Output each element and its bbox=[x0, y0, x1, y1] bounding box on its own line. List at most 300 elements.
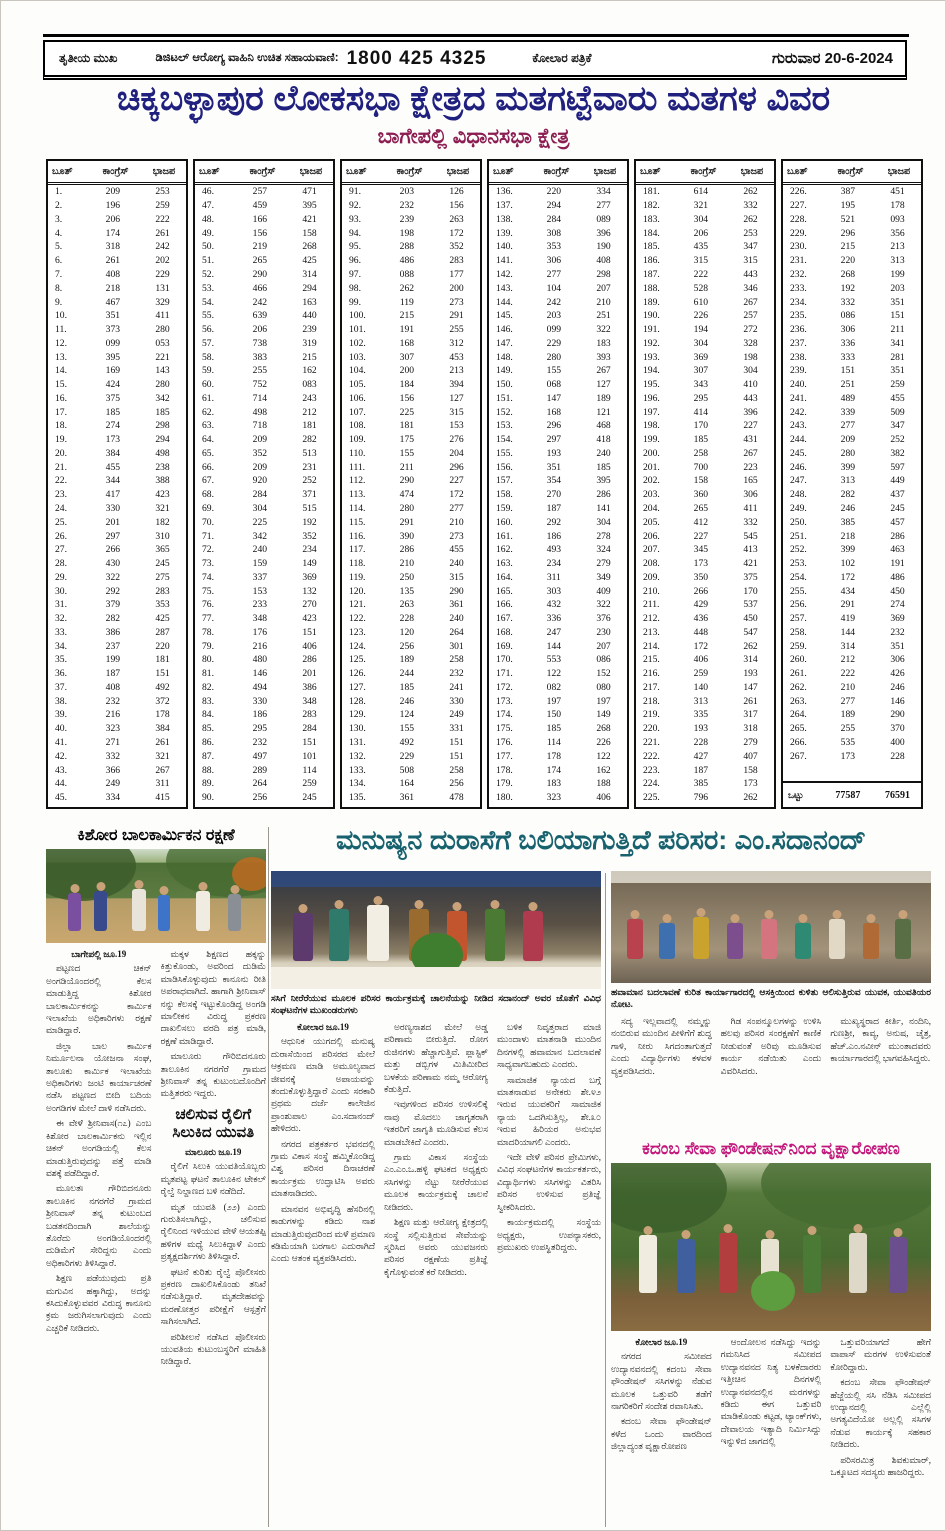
table-row: 251. 218 286 bbox=[790, 530, 905, 542]
table-row: 2. 196 259 bbox=[55, 200, 170, 212]
table-row: 253. 102 191 bbox=[790, 558, 905, 570]
table-row: 110. 155 204 bbox=[349, 447, 464, 459]
table-row: 254. 172 486 bbox=[790, 571, 905, 583]
paragraph: ಕೋಲಾರ ಜೂ.19 bbox=[635, 1337, 688, 1347]
person-figure bbox=[228, 894, 241, 931]
table-row: 211. 429 537 bbox=[643, 599, 758, 611]
table-row: 263. 277 146 bbox=[790, 695, 905, 707]
table-row: 239. 151 351 bbox=[790, 365, 905, 377]
total-label: ಒಟ್ಟು bbox=[788, 789, 804, 800]
table-row: 220. 193 318 bbox=[643, 723, 758, 735]
paragraph: ಕೋಲಾರ ಜೂ.19 bbox=[297, 1022, 349, 1032]
table-row: 48. 166 421 bbox=[202, 213, 317, 225]
edition-label: ತೃತೀಯ ಮುಖ bbox=[59, 51, 118, 65]
table-row: 39. 216 178 bbox=[55, 709, 170, 721]
paragraph: ಶಿಕ್ಷಣ ಪಡೆಯುವುದು ಪ್ರತಿ ಮಗುವಿನ ಹಕ್ಕಾಗಿದ್ದು, ಅದನ್ನು ಕಸಿದುಕೊಳ್ಳುವವರ ವಿರುದ್ಧ ಕಾನೂನು ಕ್ರಮ ಜರುಗಿಸಲಾಗುವುದು ಎಂದು ಎಚ್ಚರಿಕೆ ನೀಡಿದರು. bbox=[46, 1273, 152, 1333]
table-row: 74. 337 369 bbox=[202, 571, 317, 583]
person-figure bbox=[727, 923, 743, 959]
table-row: 199. 185 431 bbox=[643, 434, 758, 446]
table-row: 16. 375 342 bbox=[55, 392, 170, 404]
table-row: 185. 435 347 bbox=[643, 241, 758, 253]
vote-table-group-6 bbox=[781, 159, 923, 809]
table-row: 124. 256 301 bbox=[349, 640, 464, 652]
table-row: 169. 144 207 bbox=[496, 640, 611, 652]
photo-caption: ಸಸಿಗೆ ನೀರೆರೆಯುವ ಮೂಲಕ ಪರಿಸರ ಕಾರ್ಯಕ್ರಮಕ್ಕೆ ಚಾಲನೆಯನ್ನು ನೀಡಿದ ಸದಾನಂದ್ ಅವರ ಜೊತೆಗೆ ವಿವಿಧ ಸಂಘಟನೆಗಳ ಮುಖಂಡರುಗಳು bbox=[271, 993, 601, 1015]
table-row: 216. 259 193 bbox=[643, 668, 758, 680]
person-figure bbox=[889, 1237, 907, 1293]
table-row: 71. 342 352 bbox=[202, 530, 317, 542]
paragraph: ಗ್ರಾಮ ವಿಕಾಸ ಸಂಸ್ಥೆಯ ಎಂ.ಎಂ.ಒ.ಹಳ್ಳಿ ಘಟಕದ ಅಧ್ಯಕ್ಷರು ಸಸಿಗಳನ್ನು ನೆಟ್ಟು ನೀರೆರೆಯುವ ಮೂಲಕ ಕಾರ್ಯಕ್ರಮಕ್ಕೆ ಚಾಲನೆ ನೀಡಿದರು. bbox=[384, 1152, 488, 1212]
table-row: 14. 169 143 bbox=[55, 365, 170, 377]
table-row: 125. 189 258 bbox=[349, 654, 464, 666]
table-row: 230. 215 213 bbox=[790, 241, 905, 253]
person-figure bbox=[803, 1235, 821, 1293]
person-figure bbox=[68, 893, 81, 931]
table-row: 30. 292 283 bbox=[55, 585, 170, 597]
table-row: 171. 122 152 bbox=[496, 668, 611, 680]
table-row: 34. 237 220 bbox=[55, 640, 170, 652]
paragraph: ಆಧುನಿಕ ಯುಗದಲ್ಲಿ ಮನುಷ್ಯ ದುರಾಸೆಯಿಂದ ಪರಿಸರದ ಮೇಲೆ ಆಕ್ರಮಣ ಮಾಡಿ ಅಮೂಲ್ಯವಾದ ಜೀವನಕ್ಕೆ ಅಪಾಯವನ್ನು ತಂದುಕೊಳ್ಳುತ್ತಿದ್ದಾರೆ ಎಂದು ಸರಕಾರಿ ಪ್ರಥಮ ದರ್ಜೆ ಕಾಲೇಜಿನ ಪ್ರಾಂಶುಪಾಲ ಎಂ.ಸದಾನಂದ್ ಹೇಳಿದರು. bbox=[271, 1036, 375, 1134]
table-row: 135. 361 478 bbox=[349, 792, 464, 804]
issue-date: ಗುರುವಾರ 20-6-2024 bbox=[771, 50, 893, 67]
table-row: 218. 313 261 bbox=[643, 695, 758, 707]
table-row: 250. 385 457 bbox=[790, 516, 905, 528]
table-row: 162. 493 324 bbox=[496, 544, 611, 556]
table-row: 152. 168 121 bbox=[496, 406, 611, 418]
table-row: 3. 206 222 bbox=[55, 213, 170, 225]
tree-canopy bbox=[611, 1163, 727, 1233]
photo-workshop-audience bbox=[611, 871, 931, 983]
table-row: 17. 185 185 bbox=[55, 406, 170, 418]
table-row: 187. 222 443 bbox=[643, 268, 758, 280]
table-row: 57. 738 319 bbox=[202, 337, 317, 349]
table-row: 137. 294 277 bbox=[496, 200, 611, 212]
table-row: 189. 610 267 bbox=[643, 296, 758, 308]
table-row: 255. 434 450 bbox=[790, 585, 905, 597]
table-row: 10. 351 411 bbox=[55, 310, 170, 322]
table-row: 181. 614 262 bbox=[643, 186, 758, 198]
table-row: 63. 718 181 bbox=[202, 420, 317, 432]
table-row: 183. 304 262 bbox=[643, 213, 758, 225]
paragraph: ಅರಣ್ಯನಾಶದ ಮೇಲೆ ಅಡ್ಡ ಪರಿಣಾಮ ಬೀರುತ್ತಿದೆ. ರೋಗ ರುಜಿನಗಳು ಹೆಚ್ಚಾಗುತ್ತಿವೆ. ಪ್ಲಾಸ್ಟಿಕ್ ಮತ್ತು ಡಬ್ಬಿಗಳ ಮಿತಿಮೀರಿದ ಬಳಕೆಯ ಪರಿಣಾಮ ನಮ್ಮ ಆರೋಗ್ಯ ಕೆಡುತ್ತಿದೆ. bbox=[384, 1022, 488, 1095]
table-row: 97. 088 177 bbox=[349, 268, 464, 280]
person-figure bbox=[895, 919, 911, 959]
table-row: 213. 448 547 bbox=[643, 626, 758, 638]
table-row: 210. 266 170 bbox=[643, 585, 758, 597]
headline-environment: ಮನುಷ್ಯನ ದುರಾಸೆಗೆ ಬಲಿಯಾಗುತ್ತಿದೆ ಪರಿಸರ: ಎಂ.ಸದಾನಂದ್ bbox=[335, 825, 866, 855]
table-row: 226. 387 451 bbox=[790, 186, 905, 198]
table-row: 219. 335 317 bbox=[643, 709, 758, 721]
page-title: ಚಿಕ್ಕಬಳ್ಳಾಪುರ ಲೋಕಸಭಾ ಕ್ಷೇತ್ರದ ಮತಗಟ್ಟೆವಾರು ಮತಗಳ ವಿವರ bbox=[116, 79, 831, 118]
table-row: 84. 186 283 bbox=[202, 709, 317, 721]
ceiling bbox=[611, 871, 931, 883]
table-row: 109. 175 276 bbox=[349, 434, 464, 446]
article-environment bbox=[271, 871, 601, 1527]
paragraph: ಮಾನವನ ಅಭಿವೃದ್ಧಿ ಹೆಸರಿನಲ್ಲಿ ಕಾಡುಗಳನ್ನು ಕಡಿದು ನಾಶ ಮಾಡುತ್ತಿರುವುದರಿಂದ ಮಳೆ ಪ್ರಮಾಣ ಕಡಿಮೆಯಾಗಿ ಬರಗಾಲ ಎದುರಾಗಿದೆ ಎಂದು ಆತಂಕ ವ್ಯಕ್ತಪಡಿಸಿದರು. bbox=[271, 1203, 375, 1264]
table-row: 9. 467 329 bbox=[55, 296, 170, 308]
table-row: 246. 399 597 bbox=[790, 461, 905, 473]
subheadline-train-accident: ಚಲಿಸುವ ರೈಲಿಗೆ ಸಿಲುಕಿದ ಯುವತಿ bbox=[172, 1105, 255, 1141]
table-row: 96. 486 283 bbox=[349, 255, 464, 267]
table-row: 195. 343 410 bbox=[643, 379, 758, 391]
table-row: 196. 295 443 bbox=[643, 392, 758, 404]
table-row: 267. 173 228 bbox=[790, 750, 905, 762]
person-figure bbox=[132, 889, 146, 931]
person-figure bbox=[293, 913, 313, 961]
table-row: 148. 280 393 bbox=[496, 351, 611, 363]
paragraph: ಒತ್ತುವರಿಯಾಗದೆ ಹೇಗೆ ವಾಪಾಸ್ ಮರಗಳ ಉಳಿಸುವಂತೆ ಕೋರಿದ್ದಾರು. bbox=[830, 1337, 932, 1372]
table-row: 145. 203 251 bbox=[496, 310, 611, 322]
paragraph: ಪಟ್ಟಣದ ಚಿಕನ್ ಅಂಗಡಿಯೊಂದರಲ್ಲಿ ಕೆಲಸ ಮಾಡುತ್ತಿದ್ದ ಕಿಶೋರ ಬಾಲಕಾರ್ಮಿಕನನ್ನು ಕಾರ್ಮಿಕ ಇಲಾಖೆಯ ಅಧಿಕಾರಿಗಳು ರಕ್ಷಣೆ ಮಾಡಿದ್ದಾರೆ. bbox=[46, 963, 152, 1036]
table-row: 29. 322 275 bbox=[55, 571, 170, 583]
table-row: 105. 184 394 bbox=[349, 379, 464, 391]
table-row: 197. 414 396 bbox=[643, 406, 758, 418]
table-header-row: ಬೂತ್ ಕಾಂಗ್ರೆಸ್ ಭಾಜಪ bbox=[342, 161, 480, 185]
vote-table-group-4 bbox=[487, 159, 629, 809]
paragraph: ಮುಖ್ಯಸ್ಥರಾದ ಕೀರ್ತಿ, ನಂದಿನಿ, ಗುಣಶ್ರೀ, ಕಾವ್ಯ, ಅನುಷ, ಚೈತ್ರ, ಹೆಚ್.ಎಂ.ನವೀನ್ ಮುಂತಾದವರು ಕಾರ್ಯಾಗಾರದಲ್ಲಿ ಭಾಗವಹಿಸಿದ್ದರು. bbox=[830, 1016, 932, 1064]
table-row: 222. 427 407 bbox=[643, 750, 758, 762]
table-row: 122. 228 240 bbox=[349, 613, 464, 625]
table-row: 214. 172 262 bbox=[643, 640, 758, 652]
table-row: 23. 417 423 bbox=[55, 489, 170, 501]
table-row: 83. 330 348 bbox=[202, 695, 317, 707]
article-column bbox=[830, 1015, 931, 1123]
table-row: 38. 232 372 bbox=[55, 695, 170, 707]
article-column bbox=[497, 1021, 601, 1507]
table-row: 248. 282 437 bbox=[790, 489, 905, 501]
page-subtitle: ಬಾಗೇಪಲ್ಲಿ ವಿಧಾನಸಭಾ ಕ್ಷೇತ್ರ bbox=[377, 125, 570, 148]
table-row: 112. 290 227 bbox=[349, 475, 464, 487]
table-row: 184. 206 253 bbox=[643, 227, 758, 239]
table-row: 118. 210 240 bbox=[349, 558, 464, 570]
table-row: 164. 311 349 bbox=[496, 571, 611, 583]
article-climate-workshop bbox=[611, 871, 931, 1137]
table-row: 26. 297 310 bbox=[55, 530, 170, 542]
table-row: 32. 282 425 bbox=[55, 613, 170, 625]
table-row: 204. 265 411 bbox=[643, 502, 758, 514]
table-row: 120. 135 290 bbox=[349, 585, 464, 597]
table-row: 157. 354 395 bbox=[496, 475, 611, 487]
person-figure bbox=[863, 923, 879, 959]
table-row: 60. 752 083 bbox=[202, 379, 317, 391]
paragraph: ಮೃತ ಯುವತಿ (೨೨) ಎಂದು ಗುರುತಿಸಲಾಗಿದ್ದು, ಚಲಿಸುವ ರೈಲಿನಿಂದ ಇಳಿಯುವ ವೇಳೆ ಆಯತಪ್ಪಿ ಹಳಿಗಳ ಮಧ್ಯೆ ಸಿಲುಕಿದ್ದಾಳೆ ಎಂದು ಪ್ರತ್ಯಕ್ಷದರ್ಶಿಗಳು ತಿಳಿಸಿದ್ದಾರೆ. bbox=[160, 1201, 266, 1262]
masthead bbox=[43, 40, 907, 80]
table-row: 94. 198 172 bbox=[349, 227, 464, 239]
table-total-row bbox=[783, 781, 921, 807]
table-row: 141. 306 408 bbox=[496, 255, 611, 267]
table-row: 178. 174 162 bbox=[496, 764, 611, 776]
table-row: 36. 187 151 bbox=[55, 668, 170, 680]
table-row: 15. 424 280 bbox=[55, 379, 170, 391]
article-tree-planting bbox=[611, 1139, 931, 1530]
photo-caption: ಹವಾಮಾನ ಬದಲಾವಣೆ ಕುರಿತ ಕಾರ್ಯಾಗಾರದಲ್ಲಿ ಆಸಕ್ತಿಯಿಂದ ಕುಳಿತು ಆಲಿಸುತ್ತಿರುವ ಯುವಕ, ಯುವತಿಯರ ನೋಟ. bbox=[611, 987, 931, 1009]
table-row: 128. 246 330 bbox=[349, 695, 464, 707]
top-rule bbox=[43, 34, 909, 37]
table-row: 235. 086 151 bbox=[790, 310, 905, 322]
table-row: 5. 318 242 bbox=[55, 241, 170, 253]
table-row: 51. 265 425 bbox=[202, 255, 317, 267]
table-row: 72. 240 234 bbox=[202, 544, 317, 556]
photo-tree-planting bbox=[611, 1163, 931, 1331]
table-row: 266. 535 400 bbox=[790, 737, 905, 748]
table-row: 111. 211 296 bbox=[349, 461, 464, 473]
tree-canopy bbox=[761, 1163, 931, 1229]
table-row: 108. 181 153 bbox=[349, 420, 464, 432]
table-row: 182. 321 332 bbox=[643, 200, 758, 212]
table-row: 166. 432 322 bbox=[496, 599, 611, 611]
table-row: 131. 492 151 bbox=[349, 737, 464, 748]
table-row: 86. 232 151 bbox=[202, 737, 317, 748]
table-row: 93. 239 263 bbox=[349, 213, 464, 225]
paragraph: ಇವುಗಳಿಂದ ಪರಿಸರ ಉಳಿಸಲಿಕ್ಕೆ ನಾವು ಮೊದಲು ಜಾಗೃತರಾಗಿ ಇತರರಿಗೆ ಜಾಗೃತಿ ಮೂಡಿಸುವ ಕೆಲಸ ಮಾಡಬೇಕಿದೆ ಎಂದರು. bbox=[384, 1099, 488, 1147]
article-column bbox=[611, 1015, 712, 1123]
table-row: 89. 264 259 bbox=[202, 778, 317, 790]
table-row: 95. 288 352 bbox=[349, 241, 464, 253]
table-row: 234. 332 351 bbox=[790, 296, 905, 308]
table-row: 202. 158 165 bbox=[643, 475, 758, 487]
table-row: 98. 262 200 bbox=[349, 282, 464, 294]
table-row: 126. 244 232 bbox=[349, 668, 464, 680]
table-row: 143. 104 207 bbox=[496, 282, 611, 294]
table-row: 203. 360 306 bbox=[643, 489, 758, 501]
paragraph: ಮಕ್ಕಳ ಶಿಕ್ಷಣದ ಹಕ್ಕನ್ನು ಕಿತ್ತುಕೊಂಡು, ಅವರಿಂದ ದುಡಿಮೆ ಮಾಡಿಸಿಕೊಳ್ಳುವುದು ಕಾನೂನು ರೀತಿ ಅಪರಾಧವಾಗಿದೆ. ಹಾಗಾಗಿ ಶ್ರೀನಿವಾಸ್ ನನ್ನು ಕೆಲಸಕ್ಕೆ ಇಟ್ಟುಕೊಂಡಿದ್ದ ಅಂಗಡಿ ಮಾಲೀಕನ ವಿರುದ್ಧ ಪ್ರಕರಣ ದಾಖಲಿಸಲು ವರದಿ ಪತ್ರ ಮಾಡಿ, ರಕ್ಷಣೆ ಮಾಡಿದ್ದಾರೆ. bbox=[160, 949, 266, 1046]
table-row: 149. 155 267 bbox=[496, 365, 611, 377]
table-row: 101. 191 255 bbox=[349, 324, 464, 336]
table-row: 140. 353 190 bbox=[496, 241, 611, 253]
table-row: 123. 120 264 bbox=[349, 626, 464, 638]
table-row: 158. 270 286 bbox=[496, 489, 611, 501]
paragraph: ಪರಿಸರಮಿತ್ರ ಶಿವಕುಮಾರ್, ಒಕ್ಕೂಟದ ಸದಸ್ಯರು ಹಾಜರಿದ್ದರು. bbox=[830, 1454, 932, 1478]
table-row: 27. 266 365 bbox=[55, 544, 170, 556]
person-figure bbox=[693, 917, 709, 959]
table-row: 13. 395 221 bbox=[55, 351, 170, 363]
table-row: 193. 369 198 bbox=[643, 351, 758, 363]
paragraph: ಈ ವೇಳೆ ಶ್ರೀನಿವಾಸ(೧೭) ಎಂಬ ಕಿಶೋರ ಬಾಲಕಾರ್ಮಿಕನು ಇಲ್ಲಿನ ಚಿಕನ್ ಅಂಗಡಿಯಲ್ಲಿ ಕೆಲಸ ಮಾಡುತ್ತಿರುವುದನ್ನು ಪತ್ತೆ ಮಾಡಿ ವಶಕ್ಕೆ ಪಡೆದಿದ್ದಾರೆ. bbox=[46, 1118, 152, 1178]
table-row: 54. 242 163 bbox=[202, 296, 317, 308]
table-row: 43. 366 267 bbox=[55, 764, 170, 776]
table-row: 249. 246 245 bbox=[790, 502, 905, 514]
table-row: 245. 280 382 bbox=[790, 447, 905, 459]
table-row: 175. 185 268 bbox=[496, 723, 611, 735]
table-header-row: ಬೂತ್ ಕಾಂಗ್ರೆಸ್ ಭಾಜಪ bbox=[783, 161, 921, 185]
table-row: 87. 497 101 bbox=[202, 750, 317, 762]
table-row: 180. 323 406 bbox=[496, 792, 611, 804]
person-figure bbox=[659, 923, 675, 959]
paragraph: ಪರಿಶೀಲನೆ ನಡೆಸಿದ ಪೊಲೀಸರು ಯುವತಿಯ ಕುಟುಂಬಸ್ಥರಿಗೆ ಮಾಹಿತಿ ನೀಡಿದ್ದಾರೆ. bbox=[160, 1331, 266, 1367]
tree-canopy bbox=[46, 849, 136, 901]
paragraph: ಬಳಿಕ ನಿವೃತ್ತರಾದ ಮಾಜಿ ಮುಂದಾಳು ಮಾತನಾಡಿ ಮುಂದಿನ ದಿನಗಳಲ್ಲಿ ಹವಾಮಾನ ಬದಲಾವಣೆ ಸಾಧ್ಯವಾಗಬಹುದು ಎಂದರು. bbox=[497, 1022, 601, 1070]
table-row: 233. 192 203 bbox=[790, 282, 905, 294]
table-row: 256. 291 274 bbox=[790, 599, 905, 611]
total-bjp: 76591 bbox=[885, 789, 911, 801]
photo-child-labour-rescue bbox=[46, 849, 266, 943]
table-row: 45. 334 415 bbox=[55, 792, 170, 804]
table-row: 58. 383 215 bbox=[202, 351, 317, 363]
article-column bbox=[161, 948, 267, 1526]
table-row: 40. 323 384 bbox=[55, 723, 170, 735]
table-row: 262. 210 246 bbox=[790, 681, 905, 693]
table-row: 147. 229 183 bbox=[496, 337, 611, 349]
table-row: 55. 639 440 bbox=[202, 310, 317, 322]
table-row: 223. 187 158 bbox=[643, 764, 758, 776]
table-row: 168. 247 230 bbox=[496, 626, 611, 638]
table-row: 206. 227 545 bbox=[643, 530, 758, 542]
table-row: 65. 352 513 bbox=[202, 447, 317, 459]
table-row: 49. 156 158 bbox=[202, 227, 317, 239]
table-row: 119. 250 315 bbox=[349, 571, 464, 583]
table-row: 12. 099 053 bbox=[55, 337, 170, 349]
table-row: 59. 255 162 bbox=[202, 365, 317, 377]
table-row: 69. 304 515 bbox=[202, 502, 317, 514]
paragraph: ಆಂದೋಲನ ನಡೆಸಿದ್ದು ಇದನ್ನು ಗಮನಿಸಿದ ಸಮೀಪದ ಉದ್ಯಾನವನದ ನಿತ್ಯ ಬಳಕೆದಾರರು ಇತ್ತೀಚಿನ ದಿನಗಳಲ್ಲಿ ಉದ್ಯಾನವನದಲ್ಲಿನ ಮರಗಳನ್ನು ಕಡಿದು ಈಗ ಒತ್ತುವರಿ ಮಾಡಿಕೊಂಡು ಕಟ್ಟಡ, ಟ್ಯಾಂಕ್‌ಗಳು, ದೇವಾಲಯ ಇತ್ಯಾದಿ ನಿರ್ಮಿಸಿದ್ದು ಇನ್ನುಳಿದ ಜಾಗದಲ್ಲಿ bbox=[720, 1337, 822, 1447]
table-header-row: ಬೂತ್ ಕಾಂಗ್ರೆಸ್ ಭಾಜಪ bbox=[489, 161, 627, 185]
table-row: 258. 144 232 bbox=[790, 626, 905, 638]
table-row: 227. 195 178 bbox=[790, 200, 905, 212]
paragraph: ಸಾಮಾಜಿಕ ನ್ಯಾಯದ ಬಗ್ಗೆ ಮಾತನಾಡುವ ಅನೇಕರು ಶೇ.೪೨ ಇರುವ ಯುವಕರಿಗೆ ಸಾಮಾಜಿಕ ನ್ಯಾಯ ಒದಗಿಸುತ್ತಿಲ್ಲ, ಶೇ.೩೦ ಇರುವ ಹಿರಿಯರ ಅನುಭವ ಮಾದರಿಯಾಗಲಿ ಎಂದರು. bbox=[497, 1074, 601, 1147]
table-row: 102. 168 312 bbox=[349, 337, 464, 349]
paragraph: ಗಿಡ ಸಂಪನ್ಮೂಲಗಳನ್ನು ಉಳಿಸಿ ಹಲವು ಪರಿಸರ ಸಂರಕ್ಷಣೆಗೆ ಕಾಣಿಕೆ ನೀಡುವಂತೆ ಅರಿವು ಮೂಡಿಸುವ ಕಾರ್ಯ ನಡೆಯಿತು ಎಂದು ವಿವರಿಸಿದರು. bbox=[720, 1016, 822, 1076]
banner bbox=[271, 871, 601, 887]
table-row: 133. 508 258 bbox=[349, 764, 464, 776]
table-row: 232. 268 199 bbox=[790, 268, 905, 280]
table-row: 82. 494 386 bbox=[202, 681, 317, 693]
table-row: 209. 350 375 bbox=[643, 571, 758, 583]
table-row: 228. 521 093 bbox=[790, 213, 905, 225]
table-row: 159. 187 141 bbox=[496, 502, 611, 514]
paragraph: ಘಟನೆ ಕುರಿತು ರೈಲ್ವೆ ಪೊಲೀಸರು ಪ್ರಕರಣ ದಾಖಲಿಸಿಕೊಂಡು ತನಿಖೆ ನಡೆಸುತ್ತಿದ್ದಾರೆ. ಮೃತದೇಹವನ್ನು ಮರಣೋತ್ತರ ಪರೀಕ್ಷೆಗೆ ಆಸ್ಪತ್ರೆಗೆ ಸಾಗಿಸಲಾಗಿದೆ. bbox=[160, 1266, 266, 1327]
table-row: 207. 345 413 bbox=[643, 544, 758, 556]
table-row: 264. 189 290 bbox=[790, 709, 905, 721]
table-row: 176. 114 226 bbox=[496, 737, 611, 748]
table-row: 130. 155 331 bbox=[349, 723, 464, 735]
table-row: 261. 222 426 bbox=[790, 668, 905, 680]
article-column bbox=[611, 1336, 712, 1516]
table-row: 24. 330 321 bbox=[55, 502, 170, 514]
table-row: 217. 140 147 bbox=[643, 681, 758, 693]
table-header-row: ಬೂತ್ ಕಾಂಗ್ರೆಸ್ ಭಾಜಪ bbox=[48, 161, 186, 185]
table-row: 1. 209 253 bbox=[55, 186, 170, 198]
table-row: 20. 384 498 bbox=[55, 447, 170, 459]
table-row: 186. 315 315 bbox=[643, 255, 758, 267]
table-row: 37. 408 492 bbox=[55, 681, 170, 693]
table-row: 247. 313 449 bbox=[790, 475, 905, 487]
paragraph: ರೈಲಿಗೆ ಸಿಲುಕಿ ಯುವತಿಯೊಬ್ಬರು ಮೃತಪಟ್ಟ ಘಟನೆ ತಾಲೂಕಿನ ಟೇಕಲ್ ರೈಲ್ವೆ ನಿಲ್ದಾಣದ ಬಳಿ ನಡೆದಿದೆ. bbox=[160, 1161, 266, 1197]
table-row: 138. 284 089 bbox=[496, 213, 611, 225]
person-figure bbox=[761, 919, 777, 959]
table-row: 174. 150 149 bbox=[496, 709, 611, 721]
person-figure bbox=[627, 919, 643, 959]
table-row: 33. 386 287 bbox=[55, 626, 170, 638]
table-row: 221. 228 279 bbox=[643, 737, 758, 748]
table-row: 64. 209 282 bbox=[202, 434, 317, 446]
table-row: 201. 700 223 bbox=[643, 461, 758, 473]
table-row: 52. 290 314 bbox=[202, 268, 317, 280]
article-column bbox=[46, 948, 152, 1526]
helpline-label: ಡಿಜಿಟಲ್ ಆರೋಗ್ಯ ವಾಹಿನಿ ಉಚಿತ ಸಹಾಯವಾಣಿ: bbox=[155, 52, 339, 64]
column-rule bbox=[605, 873, 606, 1527]
table-row: 31. 379 353 bbox=[55, 599, 170, 611]
table-row: 50. 219 268 bbox=[202, 241, 317, 253]
person-figure bbox=[367, 905, 389, 961]
table-header-row: ಬೂತ್ ಕಾಂಗ್ರೆಸ್ ಭಾಜಪ bbox=[195, 161, 333, 185]
table-row: 172. 082 080 bbox=[496, 681, 611, 693]
table-header-row: ಬೂತ್ ಕಾಂಗ್ರೆಸ್ ಭಾಜಪ bbox=[636, 161, 774, 185]
table-row: 121. 263 361 bbox=[349, 599, 464, 611]
table-row: 25. 201 182 bbox=[55, 516, 170, 528]
table-row: 68. 284 371 bbox=[202, 489, 317, 501]
table-row: 100. 215 291 bbox=[349, 310, 464, 322]
table-row: 81. 146 201 bbox=[202, 668, 317, 680]
table-row: 107. 225 315 bbox=[349, 406, 464, 418]
table-row: 46. 257 471 bbox=[202, 186, 317, 198]
table-row: 117. 286 455 bbox=[349, 544, 464, 556]
table-row: 104. 200 213 bbox=[349, 365, 464, 377]
table-row: 167. 336 376 bbox=[496, 613, 611, 625]
paper-name: ಕೋಲಾರ ಪತ್ರಿಕೆ bbox=[532, 51, 592, 65]
table-row: 153. 296 468 bbox=[496, 420, 611, 432]
table-row: 229. 296 356 bbox=[790, 227, 905, 239]
vote-table-group-5 bbox=[634, 159, 776, 809]
vote-table-group-3 bbox=[340, 159, 482, 809]
table-row: 241. 489 455 bbox=[790, 392, 905, 404]
table-row: 22. 344 388 bbox=[55, 475, 170, 487]
table-row: 155. 193 240 bbox=[496, 447, 611, 459]
table-row: 19. 173 294 bbox=[55, 434, 170, 446]
table-row: 205. 412 332 bbox=[643, 516, 758, 528]
article-headline: ಕದಂಬ ಸೇವಾ ಫೌಂಡೇಷನ್‌ನಿಂದ ವೃಕ್ಷಾರೋಪಣ bbox=[642, 1139, 900, 1158]
table-row: 18. 274 298 bbox=[55, 420, 170, 432]
table-row: 190. 226 257 bbox=[643, 310, 758, 322]
paragraph: ನಗರದ ಸಮೀಪದ ಉದ್ಯಾನವನದಲ್ಲಿ ಕದಂಬ ಸೇವಾ ಫೌಂಡೇಷನ್ ಸಸಿಗಳನ್ನು ನೆಡುವ ಮೂಲಕ ಒತ್ತುವರಿ ತಡೆಗೆ ನಾಗರಿಕರಿಗೆ ಸಂದೇಶ ರವಾನಿಸಿತು. bbox=[611, 1351, 712, 1412]
table-row: 66. 209 231 bbox=[202, 461, 317, 473]
table-row: 188. 528 346 bbox=[643, 282, 758, 294]
table-row: 146. 099 322 bbox=[496, 324, 611, 336]
paragraph: ಇದೇ ವೇಳೆ ಪರಿಸರ ಪ್ರೇಮಿಗಳು, ವಿವಿಧ ಸಂಘಟನೆಗಳ ಕಾರ್ಯಕರ್ತರು, ವಿದ್ಯಾರ್ಥಿಗಳು ಸಸಿಗಳನ್ನು ವಿತರಿಸಿ ಪರಿಸರ ಉಳಿಸುವ ಪ್ರತಿಜ್ಞೆ ಸ್ವೀಕರಿಸಿದರು. bbox=[497, 1152, 601, 1212]
table-row: 77. 348 423 bbox=[202, 613, 317, 625]
table-row: 103. 307 453 bbox=[349, 351, 464, 363]
table-row: 35. 199 181 bbox=[55, 654, 170, 666]
paragraph: ಮಾಲೂರು ಜೂ.19 bbox=[185, 1146, 242, 1157]
table-row: 179. 183 188 bbox=[496, 778, 611, 790]
table-row: 194. 307 304 bbox=[643, 365, 758, 377]
table-row: 76. 233 270 bbox=[202, 599, 317, 611]
table-row: 257. 419 369 bbox=[790, 613, 905, 625]
table-row: 225. 796 262 bbox=[643, 792, 758, 804]
person-figure bbox=[639, 1235, 657, 1293]
person-figure bbox=[485, 909, 505, 961]
table-row: 41. 271 261 bbox=[55, 737, 170, 748]
table-row: 4. 174 261 bbox=[55, 227, 170, 239]
table-row: 265. 255 370 bbox=[790, 723, 905, 735]
table-row: 115. 291 210 bbox=[349, 516, 464, 528]
table-row: 21. 455 238 bbox=[55, 461, 170, 473]
table-row: 129. 124 249 bbox=[349, 709, 464, 721]
person-figure bbox=[196, 891, 210, 931]
table-row: 99. 119 273 bbox=[349, 296, 464, 308]
paragraph: ಶಿಕ್ಷಣ ಮತ್ತು ಆರೋಗ್ಯ ಕ್ಷೇತ್ರದಲ್ಲಿ ಸಂಸ್ಥೆ ಸಲ್ಲಿಸುತ್ತಿರುವ ಸೇವೆಯನ್ನು ಸ್ಮರಿಸಿದ ಅವರು ಯುವಜನರು ಪರಿಸರ ರಕ್ಷಣೆಯ ಪ್ರತಿಜ್ಞೆ ಕೈಗೊಳ್ಳುವಂತೆ ಕರೆ ನೀಡಿದರು. bbox=[384, 1217, 488, 1277]
table-row: 85. 295 284 bbox=[202, 723, 317, 735]
table-row: 113. 474 172 bbox=[349, 489, 464, 501]
table-row: 106. 156 127 bbox=[349, 392, 464, 404]
article-headline: ಕಿಶೋರ ಬಾಲಕಾರ್ಮಿಕನ ರಕ್ಷಣೆ bbox=[77, 827, 235, 844]
paragraph: ಕಾರ್ಯಕ್ರಮದಲ್ಲಿ ಸಂಸ್ಥೆಯ ಅಧ್ಯಕ್ಷರು, ಉಪನ್ಯಾಸಕರು, ಪ್ರಮುಖರು ಉಪಸ್ಥಿತರಿದ್ದರು. bbox=[497, 1217, 601, 1252]
table-row: 237. 336 341 bbox=[790, 337, 905, 349]
table-row: 200. 258 267 bbox=[643, 447, 758, 459]
table-row: 53. 466 294 bbox=[202, 282, 317, 294]
table-row: 154. 297 418 bbox=[496, 434, 611, 446]
table-row: 165. 303 409 bbox=[496, 585, 611, 597]
article-column bbox=[721, 1336, 822, 1516]
